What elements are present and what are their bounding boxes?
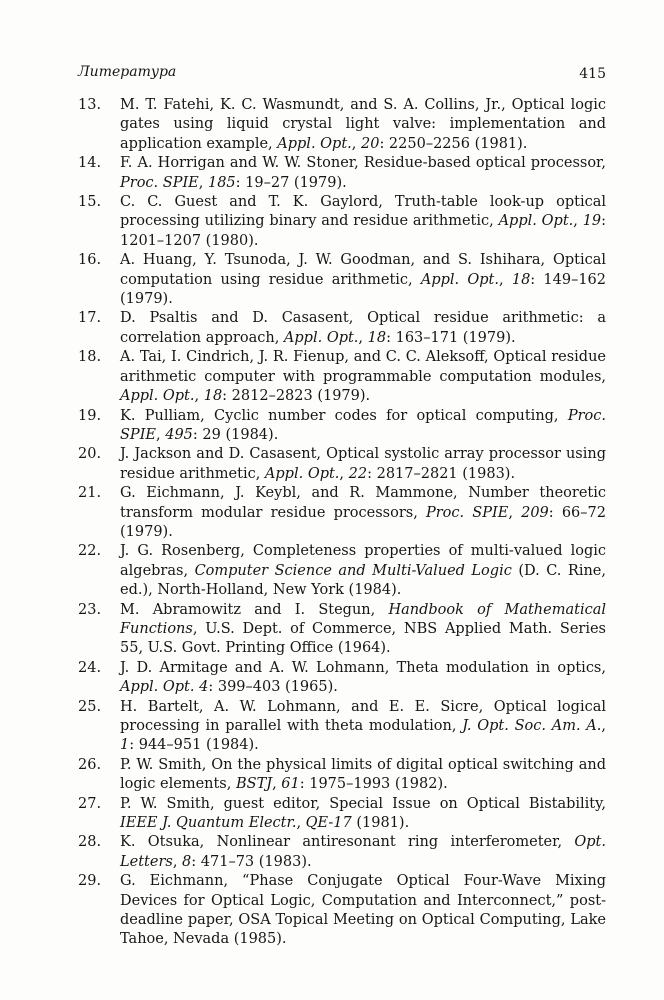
reference-citation-italic: 22: [348, 465, 368, 482]
reference-text: [120, 349, 606, 404]
reference-citation-italic: Appl. Opt.: [420, 271, 499, 288]
reference-citation-italic: Appl. Opt.: [277, 135, 352, 152]
reference-citation-italic: 1: [120, 737, 130, 754]
reference-citation-italic: Opt. Letters: [120, 834, 606, 870]
reference-text-segment: : 944–951 (1984).: [129, 737, 259, 754]
reference-item: [78, 659, 606, 698]
reference-text-segment: (D. C. Rine, ed.), North-Holland, New York (1984).: [120, 562, 606, 599]
reference-text-segment: ,: [601, 718, 606, 734]
reference-number: 24.: [78, 659, 102, 676]
reference-text-segment: ,: [499, 271, 512, 288]
reference-text-segment: ,: [272, 776, 282, 793]
reference-text-segment: ,: [351, 135, 361, 152]
reference-text-segment: ,: [508, 504, 522, 521]
reference-text-segment: J. D. Armitage and A. W. Lohmann, Theta modulation in optics,: [120, 659, 606, 676]
reference-text: [120, 602, 606, 657]
reference-text-segment: G. Eichmann, “Phase Conjugate Optical Four-Wave Mixing Devices for Optical Logic, Computation and Interconnect,” post-deadline paper, OSA Topical Meeting on Optical Computing, Lake Tahoe, Nevada (1985).: [120, 873, 606, 948]
reference-text: [120, 446, 606, 481]
reference-item: [78, 484, 606, 542]
reference-text-segment: F. A. Horrigan and W. W. Stoner, Residue-based optical processor,: [120, 155, 606, 172]
running-title: Литература: [78, 64, 177, 80]
reference-text-segment: K. Otsuka, Nonlinear antiresonant ring interferometer,: [120, 834, 575, 851]
reference-text-segment: ,: [296, 815, 306, 832]
reference-text-segment: : 2817–2821 (1983).: [367, 465, 516, 482]
reference-number: 21.: [78, 485, 102, 502]
reference-text-segment: : 163–171 (1979).: [386, 329, 516, 346]
reference-text: [120, 485, 606, 540]
reference-citation-italic: 8: [182, 853, 192, 870]
reference-text: [120, 834, 606, 869]
reference-text-segment: A. Tai, I. Cindrich, J. R. Fienup, and C. C. Aleksoff, Optical residue arithmetic computer with programmable computation modules,: [120, 349, 606, 385]
reference-text-segment: ,: [198, 174, 208, 191]
reference-text-segment: ,: [156, 426, 166, 443]
reference-citation-italic: 18: [511, 271, 531, 288]
reference-item: [78, 193, 606, 251]
reference-text-segment: P. W. Smith, On the physical limits of digital optical switching and logic elements,: [120, 756, 606, 793]
reference-text-segment: : 66–72 (1979).: [120, 504, 606, 540]
reference-text-segment: ,: [172, 853, 183, 870]
reference-text: [120, 660, 606, 695]
reference-text-segment: M. T. Fatehi, K. C. Wasmundt, and S. A. Collins, Jr., Optical logic gates using liquid crystal light valve: implementation and application example,: [120, 97, 606, 152]
reference-text-segment: C. C. Guest and T. K. Gaylord, Truth-table look-up optical processing utilizing binary and residue arithmetic,: [120, 194, 606, 230]
reference-text-segment: : 471–73 (1983).: [191, 853, 312, 870]
reference-text: [120, 310, 606, 345]
reference-text-segment: : 19–27 (1979).: [235, 174, 347, 191]
reference-item: [78, 833, 606, 872]
reference-text-segment: K. Pulliam, Cyclic number codes for optical computing,: [120, 407, 568, 424]
page-number: 415: [579, 66, 606, 82]
reference-text: [120, 543, 606, 598]
reference-citation-italic: Proc. SPIE: [120, 174, 199, 191]
reference-text-segment: J. Jackson and D. Casasent, Optical systolic array processor using residue arithmetic,: [120, 446, 606, 482]
reference-number: 17.: [78, 310, 102, 327]
reference-citation-italic: Appl. Opt.: [120, 679, 195, 696]
reference-citation-italic: 185: [207, 174, 236, 191]
reference-list: [78, 96, 606, 950]
reference-text: [120, 252, 606, 307]
reference-number: 20.: [78, 446, 102, 463]
reference-citation-italic: 18: [367, 329, 387, 346]
reference-item: [78, 407, 606, 446]
reference-citation-italic: QE-17: [305, 815, 352, 832]
reference-citation-italic: 209: [521, 504, 549, 521]
reference-text-segment: : 2250–2256 (1981).: [379, 135, 528, 152]
reference-text-segment: : 1201–1207 (1980).: [120, 213, 607, 249]
reference-number: 23.: [78, 601, 102, 618]
reference-text-segment: ,: [339, 465, 349, 482]
reference-number: 27.: [78, 795, 102, 812]
reference-number: 25.: [78, 698, 102, 715]
reference-citation-italic: IEEE J. Quantum Electr.: [120, 815, 297, 832]
reference-text: [120, 155, 606, 190]
reference-number: 19.: [78, 407, 102, 424]
reference-citation-italic: 18: [203, 388, 223, 405]
reference-text-segment: M. Abramowitz and I. Stegun,: [120, 601, 389, 618]
reference-citation-italic: Proc. SPIE: [120, 407, 606, 443]
reference-citation-italic: Appl. Opt.: [498, 213, 574, 230]
reference-item: [78, 445, 606, 484]
reference-number: 16.: [78, 252, 102, 269]
reference-text: [120, 408, 606, 443]
reference-item: [78, 601, 606, 659]
reference-item: [78, 309, 606, 348]
reference-citation-italic: BSTJ: [235, 776, 273, 793]
reference-text: [120, 194, 606, 249]
reference-citation-italic: Handbook of Mathematical Functions: [120, 601, 606, 637]
reference-citation-italic: 19: [582, 213, 602, 230]
reference-number: 28.: [78, 834, 102, 851]
reference-text-segment: : 29 (1984).: [192, 426, 279, 443]
reference-text-segment: D. Psaltis and D. Casasent, Optical residue arithmetic: a correlation approach,: [120, 310, 606, 346]
reference-citation-italic: Proc. SPIE: [425, 504, 509, 521]
reference-number: 22.: [78, 543, 102, 560]
reference-citation-italic: 4: [199, 679, 209, 696]
reference-text: [120, 873, 606, 947]
reference-item: [78, 756, 606, 795]
reference-text-segment: ,: [194, 388, 204, 405]
reference-text: [120, 699, 606, 754]
reference-number: 29.: [78, 873, 102, 890]
reference-citation-italic: 61: [281, 776, 300, 793]
reference-item: [78, 795, 606, 834]
reference-text-segment: A. Huang, Y. Tsunoda, J. W. Goodman, and S. Ishihara, Optical computation using residue arithmetic,: [120, 252, 606, 288]
reference-number: 18.: [78, 349, 102, 366]
reference-text-segment: (1981).: [351, 815, 410, 832]
reference-number: 14.: [78, 155, 102, 172]
reference-citation-italic: J. Opt. Soc. Am. A.: [462, 718, 602, 734]
reference-item: [78, 251, 606, 309]
reference-text-segment: : 399–403 (1965).: [208, 679, 338, 696]
reference-item: [78, 542, 606, 600]
reference-text: [120, 97, 606, 152]
reference-item: [78, 154, 606, 193]
reference-text-segment: : 1975–1993 (1982).: [299, 776, 448, 793]
reference-number: 26.: [78, 756, 102, 773]
reference-text-segment: H. Bartelt, A. W. Lohmann, and E. E. Sicre, Optical logical processing in parallel with theta modulation,: [120, 698, 606, 734]
reference-citation-italic: Appl. Opt.: [120, 388, 195, 405]
reference-text-segment: P. W. Smith, guest editor, Special Issue on Optical Bistability,: [120, 795, 606, 812]
reference-citation-italic: 495: [165, 426, 193, 443]
reference-number: 13.: [78, 97, 102, 113]
reference-citation-italic: Computer Science and Multi-Valued Logic: [194, 562, 512, 579]
page-header: [78, 64, 606, 88]
reference-text: [120, 757, 606, 792]
reference-citation-italic: 20: [360, 135, 380, 152]
reference-citation-italic: Appl. Opt.: [283, 329, 359, 346]
reference-citation-italic: Appl. Opt.: [264, 465, 340, 482]
reference-text-segment: : 149–162 (1979).: [120, 271, 607, 308]
reference-text-segment: J. G. Rosenberg, Completeness properties of multi-valued logic algebras,: [120, 543, 606, 579]
reference-text-segment: G. Eichmann, J. Keybl, and R. Mammone, Number theoretic transform modular residue processors,: [120, 485, 606, 521]
reference-item: [78, 872, 606, 950]
reference-item: [78, 698, 606, 756]
reference-text-segment: : 2812–2823 (1979).: [222, 388, 371, 405]
reference-item: [78, 96, 606, 154]
reference-item: [78, 348, 606, 406]
reference-number: 15.: [78, 194, 102, 211]
reference-text-segment: , U.S. Dept. of Commerce, NBS Applied Math. Series 55, U.S. Govt. Printing Office (1964).: [120, 620, 606, 657]
reference-text: [120, 796, 606, 831]
reference-text-segment: ,: [358, 329, 368, 346]
reference-text-segment: ,: [573, 213, 583, 230]
